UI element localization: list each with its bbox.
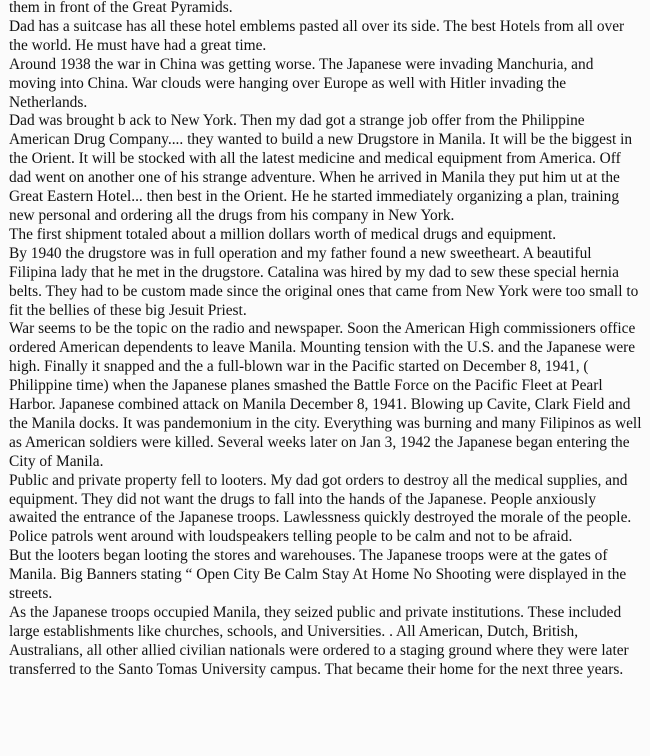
paragraph: them in front of the Great Pyramids. <box>9 0 233 16</box>
paragraph: Police patrols went around with loudspeakers telling people to be calm and not to be afraid. <box>9 528 573 546</box>
paragraph: By 1940 the drugstore was in full operation and my father found a new sweetheart. A beautiful Filipina lady that he met in the drugstore. Catalina was hired by my dad to sew these special hernia belts. They had to be custom made since the original ones that came from New York were too small to fit the bellies of these big Jesuit Priest. <box>9 244 639 319</box>
paragraph: Dad was brought b ack to New York. Then my dad got a strange job offer from the Philippine American Drug Company.... they wanted to build a new Drugstore in Manila. It will be the biggest in the Orient. It will be stocked with all the latest medicine and medical equipment from America. Off dad went on another one of his strange adventure. When he arrived in Manila they put him ut at the Great Eastern Hotel... then best in the Orient. He he started immediately organizing a plan, training new personal and ordering all the drugs from his company in New York. <box>9 112 633 224</box>
paragraph: Around 1938 the war in China was getting worse. The Japanese were invading Manchuria, and moving into China. War clouds were hanging over Europe as well with Hitler invading the Netherlands. <box>9 55 594 111</box>
paragraph: Public and private property fell to looters. My dad got orders to destroy all the medical supplies, and equipment. They did not want the drugs to fall into the hands of the Japanese. People anxiously awaited the entrance of the Japanese troops. Lawlessness quickly destroyed the morale of the people. <box>9 471 632 527</box>
paragraph: War seems to be the topic on the radio and newspaper. Soon the American High commissioners office ordered American dependents to leave Manila. Mounting tension with the U.S. and the Japanese were high. Finally it snapped and the a full-blown war in the Pacific started on December 8, 1941, ( Philippine time) when the Japanese planes smashed the Battle Force on the Pacific Fleet at Pearl Harbor. Japanese combined attack on Manila December 8, 1941. Blowing up Cavite, Clark Field and the Manila docks. It was pandemonium in the city. Everything was burning and many Filipinos as well as American soldiers were killed. Several weeks later on Jan 3, 1942 the Japanese began entering the City of Manila. <box>9 320 642 470</box>
paragraph: The first shipment totaled about a million dollars worth of medical drugs and equipment. <box>9 225 557 243</box>
paragraph: But the looters began looting the stores and warehouses. The Japanese troops were at the gates of Manila. Big Banners stating “ Open City Be Calm Stay At Home No Shooting were displayed in the streets. <box>9 547 627 603</box>
paragraph: Dad has a suitcase has all these hotel emblems pasted all over its side. The best Hotels from all over the world. He must have had a great time. <box>9 17 625 54</box>
paragraph: As the Japanese troops occupied Manila, they seized public and private institutions. These included large establishments like churches, schools, and Universities. . All American, Dutch, British, Australians, all other allied civilian nationals were ordered to a staging ground where they were later transferred to the Santo Tomas University campus. That became their home for the next three years. <box>9 604 629 678</box>
